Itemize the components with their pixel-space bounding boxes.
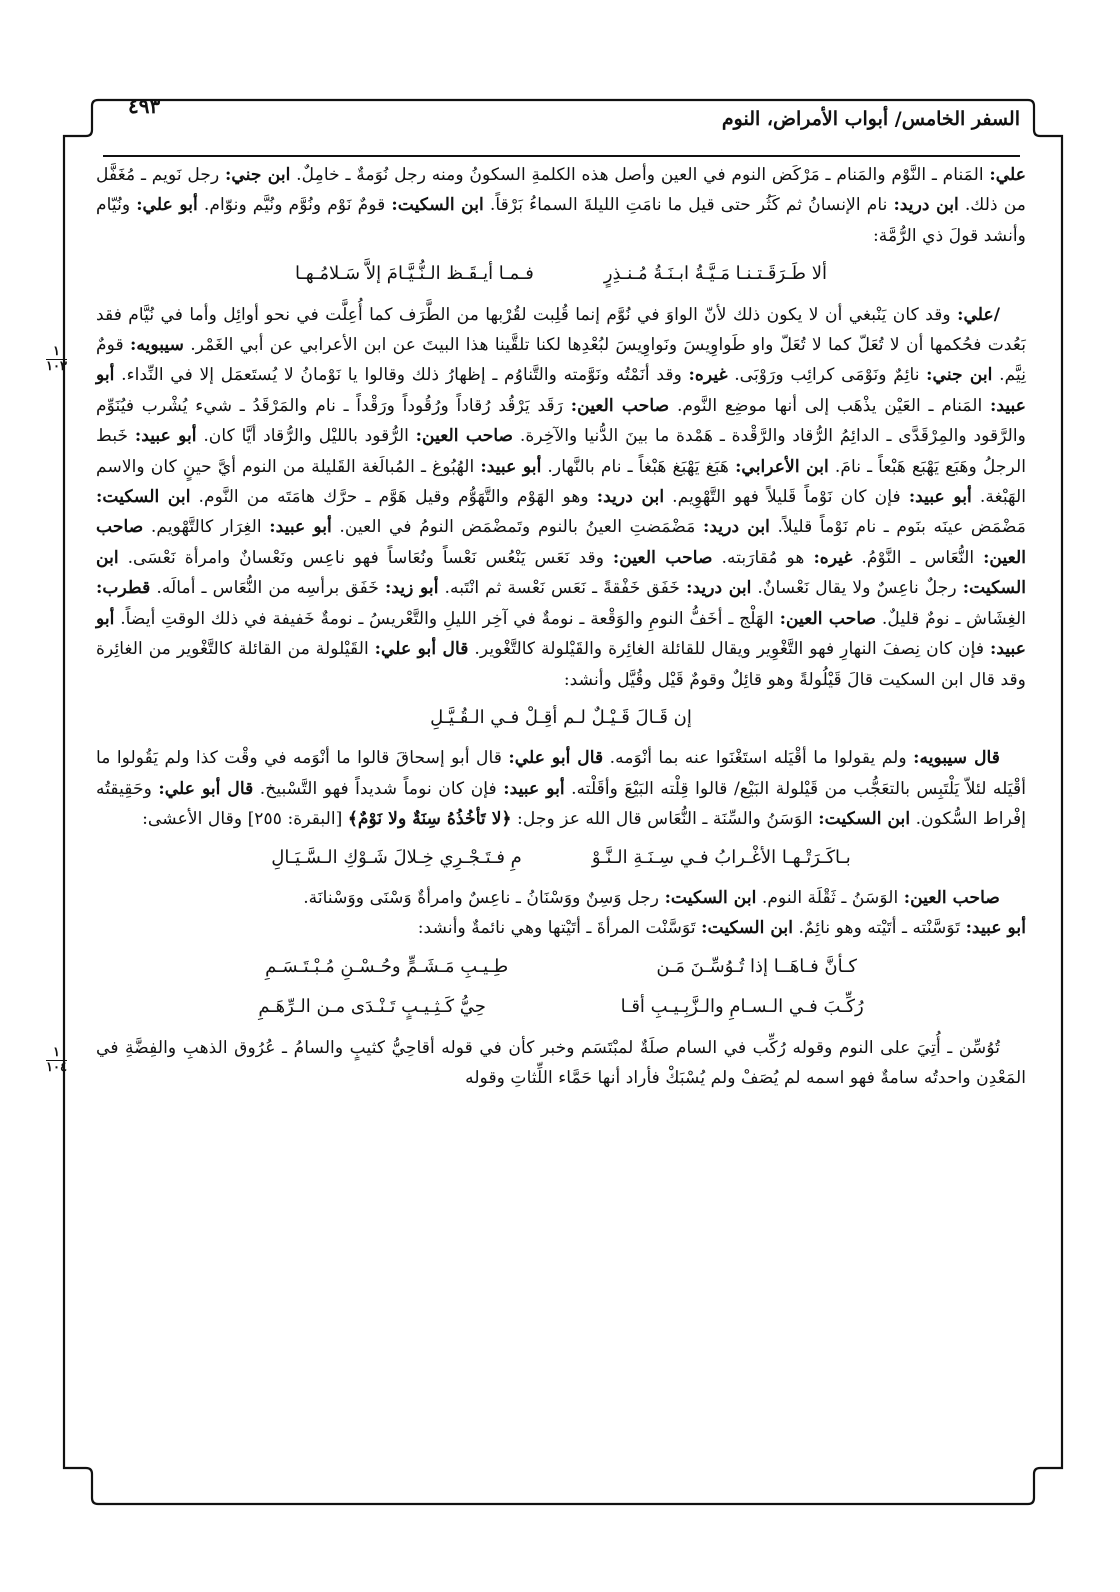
text-run: خَفَق برأسِه من النُّعَاس ـ أمالَه.: [150, 578, 386, 599]
text-run: القَيْلولة من القائلة كالتَّغْوير من الغائِرة وقد قال ابن السكيت قالَ قَيْلُولةً وهو قائِلٌ وقومٌ قَيْل وقُيَّل وأنشد:: [96, 639, 1026, 690]
text-run: وقد نَعَس يَنْعُس نَعْساً ونُعَاساً فهو ناعِس ونَعْسانٌ وامرأة نَعْسَى.: [118, 547, 613, 568]
verse-second-hemistich: مِ فـتَـجْـرِي خِـلالَ شَـوْكِ الـسَّـيَـالِ: [271, 846, 522, 868]
authority-name: صاحب العين:: [903, 887, 1000, 908]
authority-name: ابن دريد:: [893, 195, 959, 216]
authority-name: أبو علي:: [136, 195, 198, 216]
authority-name: أبو عبيد:: [134, 426, 197, 447]
text-run: الوَسَنُ والسِّنَة ـ النُّعَاس قال الله عز وجل:: [511, 809, 819, 830]
authority-name: أبو عبيد:: [96, 608, 1026, 660]
text-run: وحَقِيقتُه إفْراط السُّكون.: [96, 778, 1026, 830]
text-run: الهَلْج ـ أخَفُّ النومِ والوَقْعة ـ نومةٌ في آخِر الليلِ والتَّعْريسُ ـ نومةٌ خَفيفة في ذلك الوقتِ أيضاً.: [114, 608, 780, 629]
authority-name: صاحب العين:: [570, 395, 670, 416]
text-run: فإن كان نوماً شديداً فهو التَّسْبيخ.: [253, 778, 504, 799]
margin-note-denominator: ١٠٣: [46, 359, 67, 374]
authority-name: أبو زيد:: [385, 578, 439, 599]
text-run: المَنام ـ العَيْن يذْهَب إلى أنها موضِع النَّوم.: [669, 395, 990, 416]
authority-name: ابن دريد:: [703, 517, 770, 538]
margin-note-numerator: ١: [46, 345, 67, 360]
text-run: وقد أنَمْتُه ونَوَّمته والتَّناوُم ـ إظهارُ ذلك وقالوا يا نَوْمانُ لا يُستَعمَل إلا في النِّداء.: [114, 365, 689, 386]
verse-first-hemistich: كـأنَّ فـاهَــا إذا تُـوُسِّـنَ مَـن: [656, 955, 857, 977]
verse-second-hemistich: حِيُّ كَـثِـيـبٍ تَـنْـدَى مـن الـرِّهَـمِ: [258, 996, 486, 1018]
text-run: النُّعَاس ـ النَّوْمُ.: [852, 547, 984, 568]
text-run: خَفَق خَفْقةً ـ نَعَس نَعْسة ثم انْتَبه.: [438, 578, 687, 599]
text-run: وقد كان يَنْبغي أن لا يكون ذلك لأنّ الواوَ في نُوَّم إنما قُلِبت لقُرْبها من الطَّرَف كما أُعِلَّت في نحو أوائِل وأما في نُيَّام فقد بَعُدت فحُكمها أن لا تُعَلّ كما لا تُعَلّ واو طَواوِيسَ ونَواوِيسَ لبُعْدِها لكنا تلقَّينا هذا البيتَ عن ابن الأعرابي عن أبي الغَمْر.: [96, 304, 1026, 356]
paragraph: [96, 913, 1026, 943]
authority-name: قال أبو علي:: [374, 639, 469, 660]
text-run: قومٌ نَوْم ونُوَّم ونُيَّم ونوّام.: [197, 195, 392, 216]
text-run: رجل وَسِنٌ ووَسْنَانُ ـ ناعِسٌ وامرأةٌ وَسْنَى ووَسْنانَة.: [303, 887, 665, 908]
text-run: قومٌ نِيَّم.: [96, 335, 1026, 386]
authority-name: قال أبو علي:: [508, 748, 604, 769]
text-run: الوَسَنُ ـ ثَقْلَة النوم.: [756, 887, 904, 908]
text-run: الرُّقود بالليْل والرُّقاد أيَّا كان.: [196, 426, 416, 447]
authority-name: /علي:: [957, 304, 1000, 325]
text-run: رَقَد يَرْقُد رُقاداً ورُقُوداً ورَقْداً ـ نام والمَرْقَدُ ـ شيء يُشْرب فيُنَوِّم والرَّقود والمِرْقَدَّى ـ الدائِمُ الرُّقاد والرَّقْدة ـ هَمْدة ما بينَ الدُّنيا والآخِرة.: [96, 395, 1026, 447]
text-run: ونُيّام وأنشد قولَ ذي الرُّمَّة:: [96, 195, 1026, 246]
text-run: تُوُسِّن ـ أُتِيَ على النوم وقوله رُكِّب في السام صلَةٌ لمبْتَسَم وخبر كأن في قوله أقاحِيُّ كثيبٍ والسامُ ـ عُرُوق الذهبِ والفِضَّةِ في المَعْدِن واحدتُه سامةٌ فهو اسمه لم يُصَفْ ولم يُسْبَكْ فأراد أنها حَمَّاء اللِّثاتِ وقوله: [96, 1037, 1026, 1088]
margin-folio-note: [46, 1046, 67, 1075]
text-run: وهو الهَوْم والتَّهَوُّم وقيل هَوَّم ـ حرَّك هامَتَه من النَّوم.: [190, 487, 597, 508]
paragraph: [96, 160, 1026, 251]
verse-second-hemistich: طِـيـبِ مَـشَـمٍّ وحُـسْـنِ مُـبْـتَـسَـمِ: [265, 955, 509, 977]
authority-name: ابن السكيت:: [96, 547, 1027, 599]
authority-name: ابن الأعرابي:: [735, 456, 829, 477]
text-run: المَنام ـ النَّوْم والمَنام ـ مَرْكَض النوم في العين وأصل هذه الكلمةِ السكونُ ومنه رجل نُوَمةٌ ـ خامِلٌ.: [290, 165, 990, 185]
page-header: [108, 88, 1020, 150]
authority-name: ابن السكيت:: [701, 918, 793, 939]
authority-name: قال سيبويه:: [913, 748, 1001, 769]
authority-name: ابن جني:: [225, 165, 291, 185]
authority-name: قطرب:: [96, 578, 151, 599]
poetry-verse: [96, 703, 1026, 733]
margin-note-numerator: ١: [46, 1046, 67, 1061]
text-run: تَوَسَّنْته ـ أتَيْته وهو نائِمٌ.: [793, 918, 966, 939]
margin-folio-note: [46, 345, 67, 374]
authority-name: ابن دريد:: [596, 487, 665, 508]
text-run: [البقرة: ٢٥٥] وقال الأعشى:: [142, 809, 348, 830]
text-run: نائِمٌ ونَوْمَى كرائِب ورَوْبَى.: [727, 365, 927, 386]
authority-name: صاحب العين:: [779, 608, 877, 629]
authority-name: ابن السكيت:: [818, 809, 911, 830]
text-run: هَبَغ يَهْبَغ هَبْغاً ـ نام بالنَّهار.: [541, 456, 736, 477]
poetry-verse: [96, 992, 1026, 1022]
page-number: ٤٩٣: [128, 94, 161, 118]
authority-name: أبو عبيد:: [269, 517, 332, 538]
authority-name: صاحب العين:: [612, 547, 713, 568]
authority-name: ابن السكيت:: [664, 887, 757, 908]
paragraph: [96, 1033, 1026, 1094]
text-run: رجلٌ ناعِسٌ ولا يقال نَعْسانٌ.: [751, 578, 963, 599]
authority-name: أبو عبيد:: [480, 456, 542, 477]
verse-half-line: إن قَـالَ قَـيْـلٌ لـم أقِـلْ فـي الـقُـيَّـلِ: [430, 706, 692, 728]
text-run: نام الإنسانُ ثم كَثُر حتى قيل ما نامَتِ الليلةَ السماءُ بَرْقاً.: [483, 195, 894, 216]
authority-name: قال أبو علي:: [158, 778, 254, 799]
poetry-verse: [96, 843, 1026, 873]
authority-name: سيبويه:: [129, 335, 184, 356]
authority-name: غيره:: [813, 547, 853, 568]
verse-second-hemistich: فـمـا أيـقَـظ الـنُّـيَّـامَ إلاَّ سَـلامُـهـا: [295, 263, 534, 285]
verse-first-hemistich: بـاكَـرَتْـهـا الأغْـرابُ فـي سِـنَـةِ الـنَّـوْ: [591, 846, 851, 868]
text-run: الغِرَار كالتَّهْويم.: [143, 517, 270, 538]
poetry-verse: [96, 952, 1026, 982]
text-run: مَضْمَضتِ العينُ بالنوم وتَمضْمَض النومُ في العين.: [331, 517, 704, 538]
poetry-verse: [96, 259, 1026, 289]
authority-name: ابن جني:: [926, 365, 993, 386]
text-run: الهُبُوغ ـ المُبالَغة القَليلة من النوم أيَّ حينٍ كان والاسم الهَبْغة.: [96, 456, 1026, 508]
paragraph: [96, 883, 1026, 913]
authority-name: أبو عبيد:: [965, 918, 1026, 939]
text-run: خَبط الرجلُ وهَبَع يَهْبَع هَبْعاً ـ نامَ.: [96, 426, 1026, 477]
authority-name: أبو عبيد:: [908, 487, 972, 508]
authority-name: غيره:: [688, 365, 728, 386]
authority-name: أبو عبيد:: [503, 778, 565, 799]
authority-name: ابن السكيت:: [391, 195, 484, 216]
verse-first-hemistich: رُكِّـبَ فـي الـسـامِ والـزَّبِـيـبِ أقـا: [620, 996, 864, 1018]
text-run: ولم يقولوا ما أقْيَله استَغْنَوا عنه بما أنْوَمه.: [603, 748, 914, 769]
text-run: هو مُقارَبته.: [712, 547, 814, 568]
margin-note-denominator: ١٠٤: [46, 1060, 67, 1075]
authority-name: أبو عبيد:: [96, 365, 1026, 416]
text-run: الغِشَاش ـ نومٌ قليلٌ.: [876, 608, 1026, 629]
text-run: فإن كان نِصفَ النهارِ فهو التَّغْوِير ويقال للقائلة الغائِرة والقَيْلولة كالتَّغْوير.: [468, 639, 990, 660]
text-run: مَضْمَض عينَه بنَوم ـ نام نَوْماً قليلاً.: [769, 517, 1027, 538]
authority-name: صاحب العين:: [415, 426, 514, 447]
authority-name: علي:: [989, 165, 1026, 185]
authority-name: ابن دريد:: [686, 578, 752, 599]
authority-name: ﴿لا تَأخُذُهُ سِنَةٌ ولا نَوْمٌ﴾: [347, 809, 512, 830]
text-run: تَوَسَّنْت المرأةَ ـ أتَيْتها وهي نائمةٌ وأنشد:: [417, 918, 702, 939]
text-run: رجل نَويم ـ مُغَفَّل من ذلك.: [96, 165, 1027, 216]
text-run: فإن كان نَوْماً قَليلاً فهو التَّهْوِيم.: [664, 487, 909, 508]
main-text: [96, 160, 1026, 1093]
paragraph: [96, 300, 1026, 695]
verse-first-hemistich: ألا طَـرَقَـتـنـا مَـيَّـةُ ابـنَـةُ مُـنـذِرٍ: [603, 263, 827, 285]
running-title: السفر الخامس/ أبواب الأمراض، النوم: [721, 108, 1020, 130]
authority-name: ابن السكيت:: [96, 487, 191, 508]
authority-name: صاحب العين:: [96, 517, 1026, 568]
text-run: قال أبو إسحاقَ قالوا ما أنْوَمه في وقْت كذا ولم يَقُولوا ما أقْيَله لئلاّ يَلْتَبِس بالتعَجُّب من قَيْلولة البَيْع/ قالوا قِلْته البَيْعَ وأقَلْته.: [96, 748, 1026, 799]
paragraph: [96, 743, 1026, 834]
